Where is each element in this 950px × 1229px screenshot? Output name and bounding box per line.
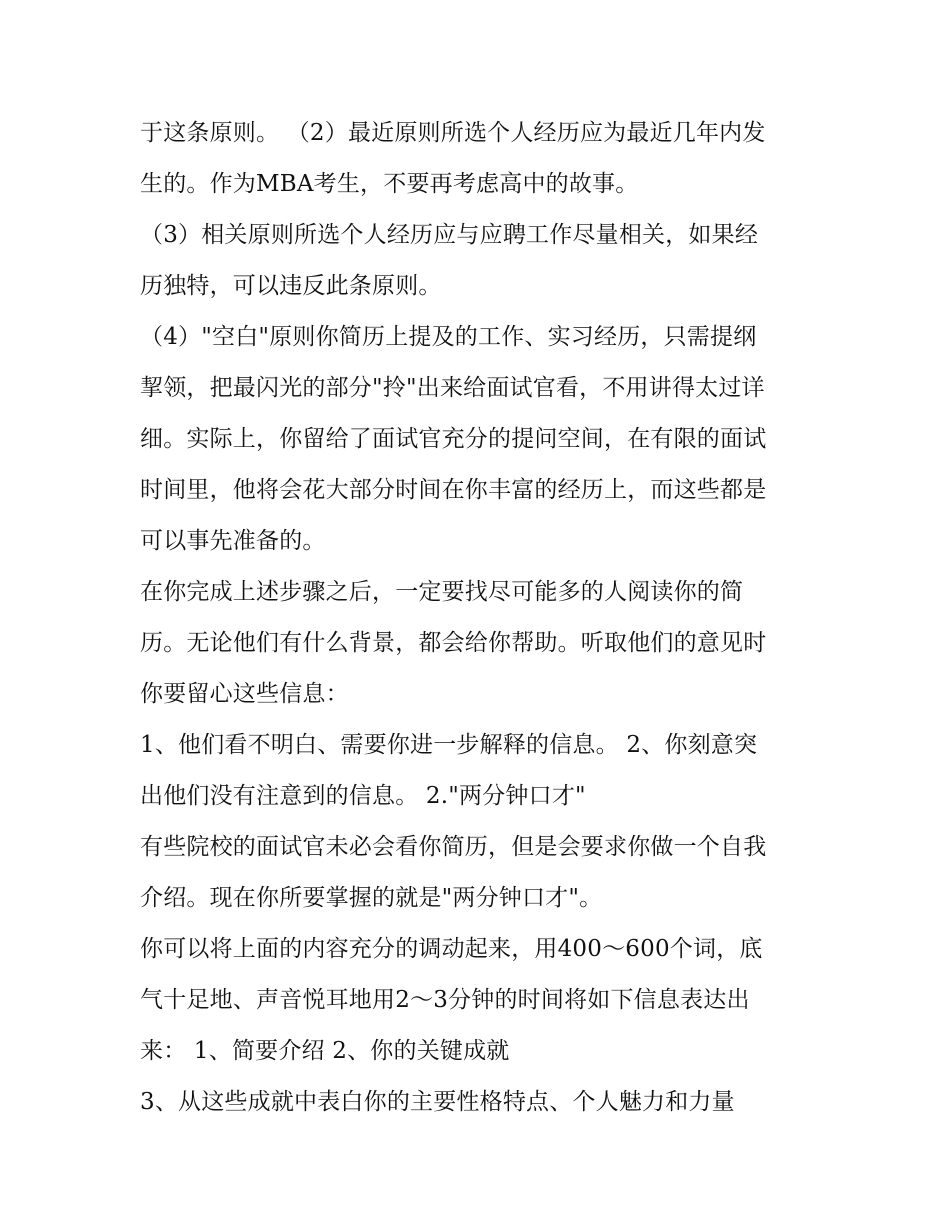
- text-line: 历。无论他们有什么背景，都会给你帮助。听取他们的意见时: [140, 630, 767, 656]
- text-line: 来： 1、简要介绍 2、你的关键成就: [140, 1038, 510, 1064]
- text-line: 出他们没有注意到的信息。 2."两分钟口才": [140, 783, 586, 809]
- text-line: 挈领，把最闪光的部分"拎"出来给面试官看，不用讲得太过详: [140, 375, 765, 401]
- text-line: 气十足地、声音悦耳地用2～3分钟的时间将如下信息表达出: [140, 987, 750, 1013]
- text-line: 细。实际上，你留给了面试官充分的提问空间，在有限的面试: [140, 426, 767, 452]
- text-line: （4）"空白"原则你简历上提及的工作、实习经历，只需提纲: [140, 324, 757, 350]
- text-line: 3、从这些成就中表白你的主要性格特点、个人魅力和力量: [140, 1089, 735, 1115]
- text-line: 于这条原则。 （2）最近原则所选个人经历应为最近几年内发: [140, 120, 766, 146]
- text-line: 1、他们看不明白、需要你进一步解释的信息。 2、你刻意突: [140, 732, 758, 758]
- text-line: 生的。作为MBA考生，不要再考虑高中的故事。: [140, 171, 639, 197]
- text-line: （3）相关原则所选个人经历应与应聘工作尽量相关，如果经: [140, 222, 759, 248]
- text-line: 你要留心这些信息：: [140, 681, 349, 707]
- text-line: 时间里，他将会花大部分时间在你丰富的经历上，而这些都是: [140, 477, 767, 503]
- text-line: 历独特，可以违反此条原则。: [140, 273, 442, 299]
- text-line: 可以事先准备的。: [140, 528, 326, 554]
- text-line: 在你完成上述步骤之后，一定要找尽可能多的人阅读你的简: [140, 579, 744, 605]
- text-line: 有些院校的面试官未必会看你简历，但是会要求你做一个自我: [140, 834, 767, 860]
- text-line: 介绍。现在你所要掌握的就是"两分钟口才"。: [140, 885, 603, 911]
- text-line: 你可以将上面的内容充分的调动起来，用400～600个词，底: [140, 936, 763, 962]
- document-body: [140, 108, 820, 1128]
